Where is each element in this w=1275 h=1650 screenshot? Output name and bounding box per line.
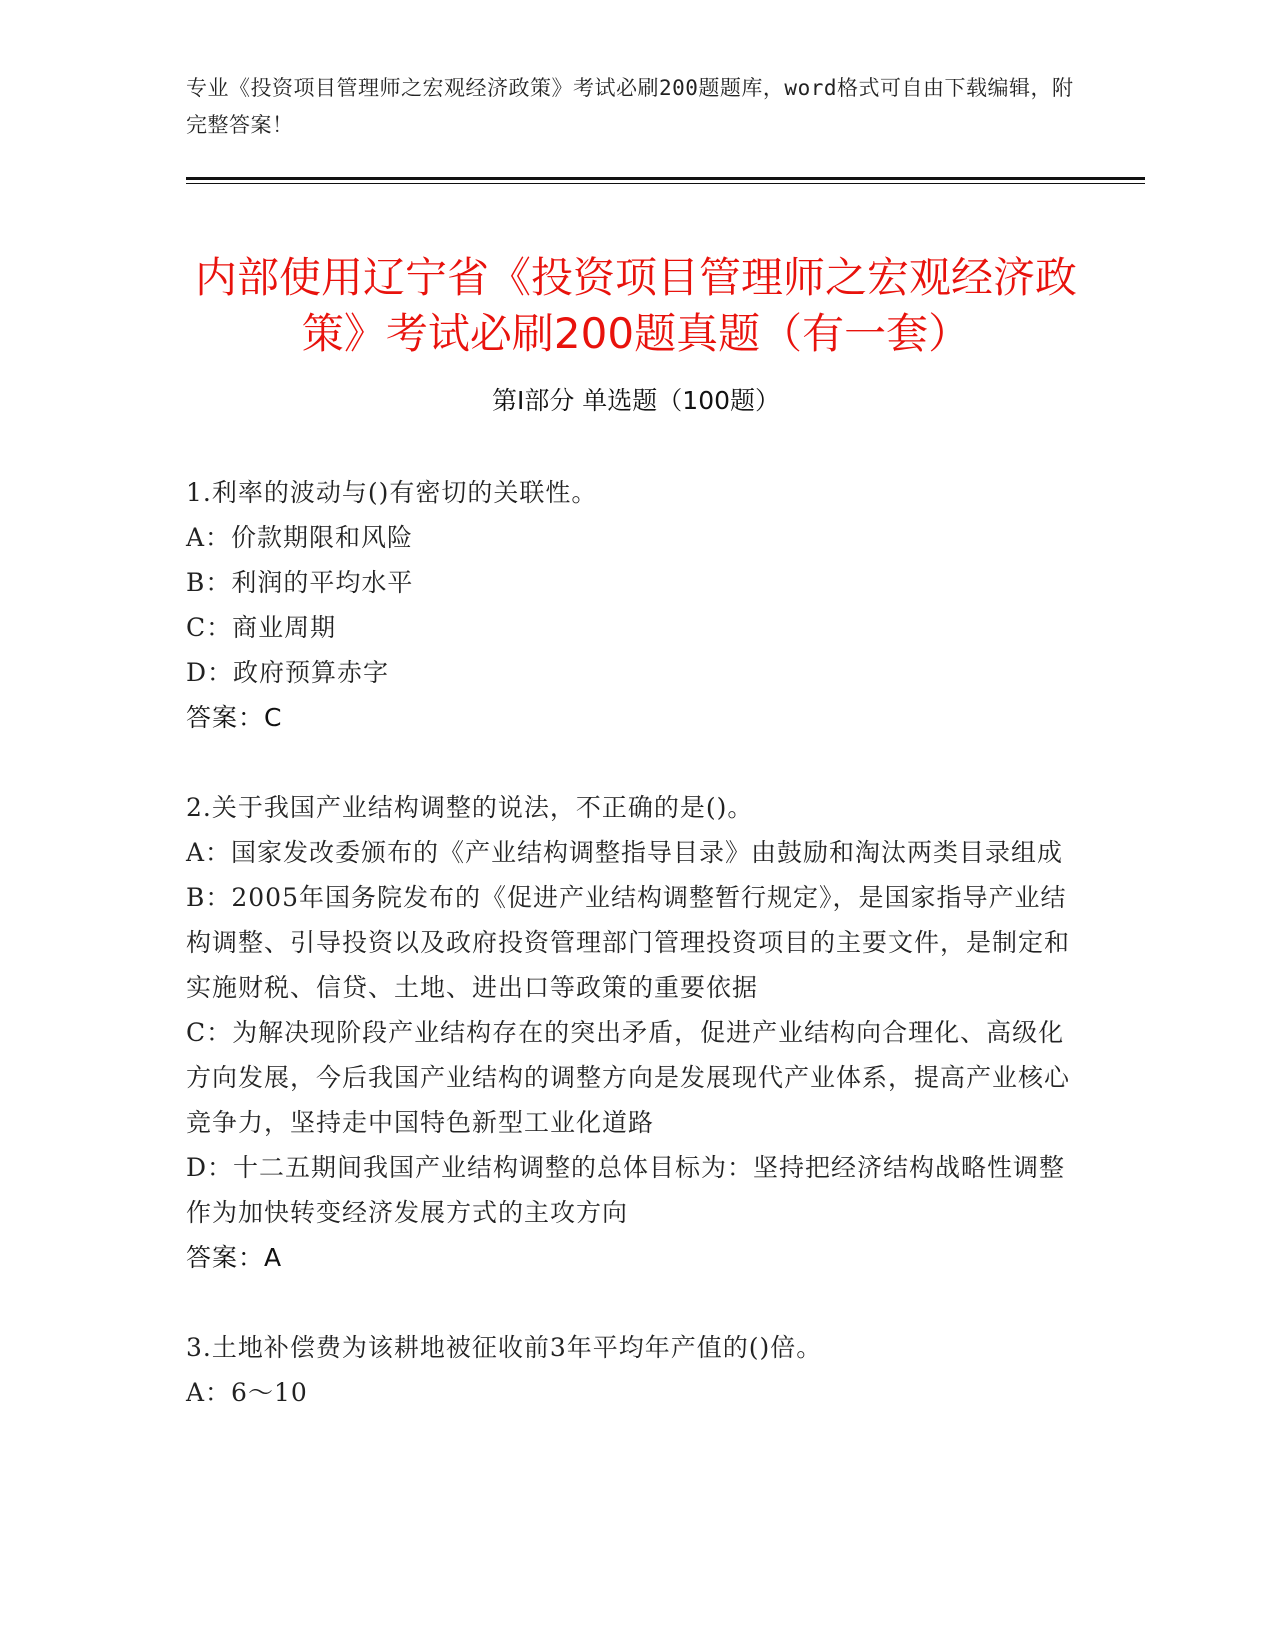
option-a: A：6～10 <box>186 1378 308 1407</box>
option-c: C：为解决现阶段产业结构存在的突出矛盾，促进产业结构向合理化、高级化方向发展，今后我国产业结构的调整方向是发展现代产业体系，提高产业核心竞争力，坚持走中国特色新型工业化道路 <box>186 1018 1071 1137</box>
question-list <box>186 470 1086 1460</box>
header-rule-thick <box>186 177 1145 180</box>
header-rule-thin <box>186 183 1145 184</box>
option-d: D：政府预算赤字 <box>186 658 390 687</box>
option-a: A：国家发改委颁布的《产业结构调整指导目录》由鼓励和淘汰两类目录组成 <box>186 838 1064 867</box>
option-b: B：利润的平均水平 <box>186 568 414 597</box>
answer-label: 答案：C <box>186 703 283 732</box>
question-2 <box>186 785 1086 1280</box>
question-stem: 3.土地补偿费为该耕地被征收前3年平均年产值的()倍。 <box>186 1333 823 1362</box>
option-c: C：商业周期 <box>186 613 337 642</box>
question-1 <box>186 470 1086 740</box>
question-stem: 1.利率的波动与()有密切的关联性。 <box>186 478 598 507</box>
option-b: B：2005年国务院发布的《促进产业结构调整暂行规定》，是国家指导产业结构调整、引导投资以及政府投资管理部门管理投资项目的主要文件，是制定和实施财税、信贷、土地、进出口等政策的重要依据 <box>186 883 1071 1002</box>
document-title: 内部使用辽宁省《投资项目管理师之宏观经济政策》考试必刷200题真题（有一套） <box>194 253 1077 359</box>
section-heading: 第I部分 单选题（100题） <box>491 386 781 415</box>
header-note: 专业《投资项目管理师之宏观经济政策》考试必刷200题题库，word格式可自由下载编辑，附完整答案！ <box>186 76 1074 137</box>
question-stem: 2.关于我国产业结构调整的说法，不正确的是()。 <box>186 793 754 822</box>
option-a: A：价款期限和风险 <box>186 523 414 552</box>
question-3 <box>186 1325 1086 1415</box>
answer-label: 答案：A <box>186 1243 283 1272</box>
option-d: D：十二五期间我国产业结构调整的总体目标为：坚持把经济结构战略性调整作为加快转变经济发展方式的主攻方向 <box>186 1153 1066 1227</box>
